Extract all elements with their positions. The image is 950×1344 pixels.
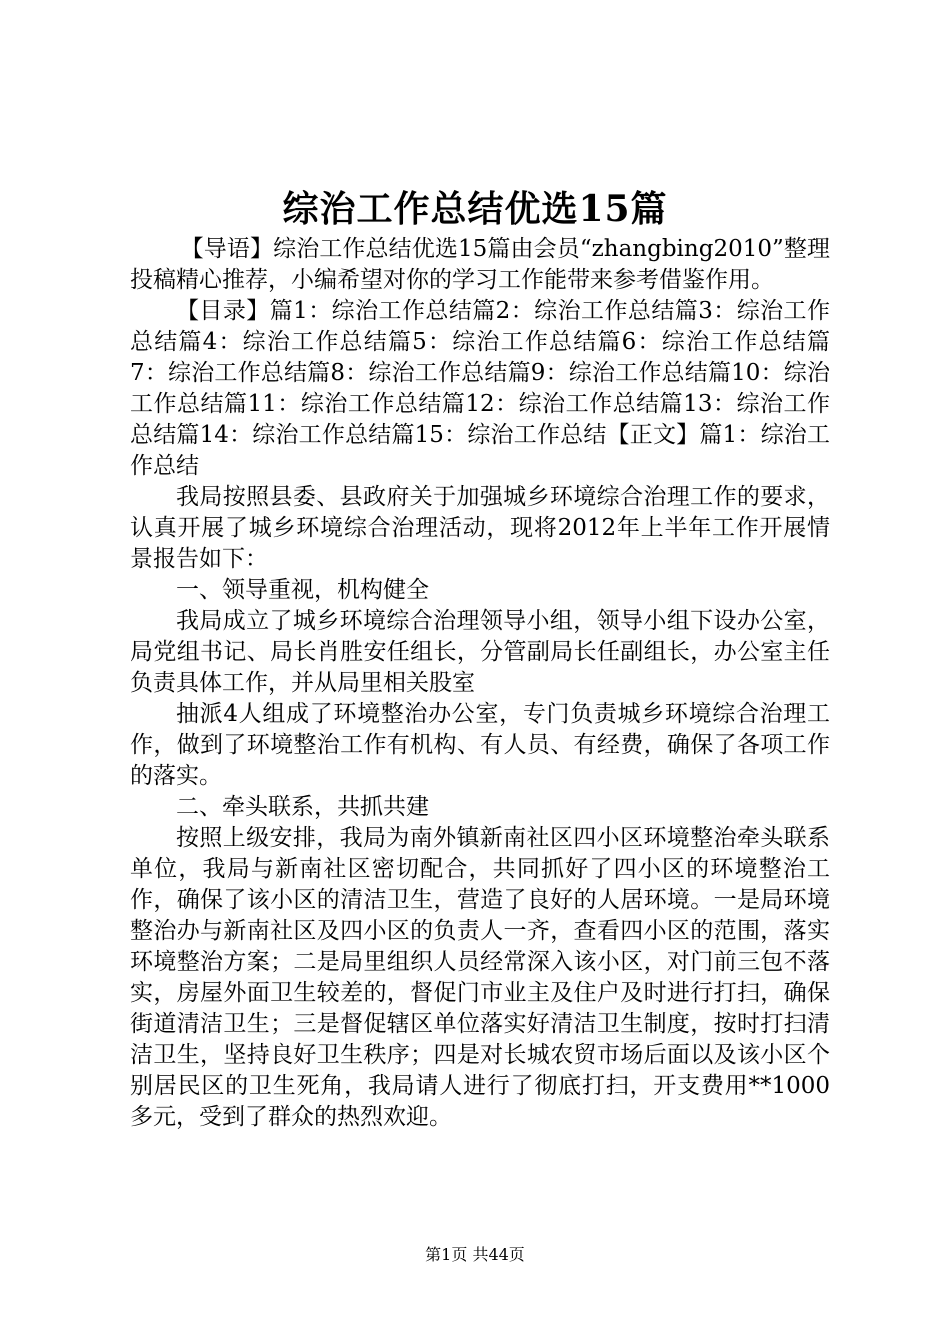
document-body — [130, 234, 830, 1133]
body-paragraph: 我局成立了城乡环境综合治理领导小组，领导小组下设办公室，局党组书记、局长肖胜安任组长，分管副局长任副组长，办公室主任负责具体工作，并从局里相关股室 — [130, 608, 830, 696]
document-title: 综治工作总结优选15篇 — [282, 188, 668, 230]
section-heading: 二、牵头联系，共抓共建 — [176, 794, 429, 820]
intro-paragraph: 【导语】综治工作总结优选15篇由会员“zhangbing2010”整理投稿精心推荐，小编希望对你的学习工作能带来参考借鉴作用。 — [130, 236, 830, 293]
section-heading: 一、领导重视，机构健全 — [176, 577, 429, 603]
body-paragraph: 我局按照县委、县政府关于加强城乡环境综合治理工作的要求，认真开展了城乡环境综合治理活动，现将2012年上半年工作开展情景报告如下： — [130, 484, 830, 572]
page-footer: 第1页 共44页 — [425, 1245, 525, 1264]
toc-paragraph: 【目录】篇1：综治工作总结篇2：综治工作总结篇3：综治工作总结篇4：综治工作总结篇5：综治工作总结篇6：综治工作总结篇7：综治工作总结篇8：综治工作总结篇9：综治工作总结篇10：综治工作总结篇11：综治工作总结篇12：综治工作总结篇13：综治工作总结篇14：综治工作总结篇15：综治工作总结【正文】篇1：综治工作总结 — [130, 298, 830, 479]
body-paragraph: 抽派4人组成了环境整治办公室，专门负责城乡环境综合治理工作，做到了环境整治工作有机构、有人员、有经费，确保了各项工作的落实。 — [130, 701, 830, 789]
body-paragraph: 按照上级安排，我局为南外镇新南社区四小区环境整治牵头联系单位，我局与新南社区密切配合，共同抓好了四小区的环境整治工作，确保了该小区的清洁卫生，营造了良好的人居环境。一是局环境整治办与新南社区及四小区的负责人一齐，查看四小区的范围，落实环境整治方案；二是局里组织人员经常深入该小区，对门前三包不落实，房屋外面卫生较差的，督促门市业主及住户及时进行打扫，确保街道清洁卫生；三是督促辖区单位落实好清洁卫生制度，按时打扫清洁卫生，坚持良好卫生秩序；四是对长城农贸市场后面以及该小区个别居民区的卫生死角，我局请人进行了彻底打扫，开支费用**1000多元，受到了群众的热烈欢迎。 — [130, 825, 830, 1130]
